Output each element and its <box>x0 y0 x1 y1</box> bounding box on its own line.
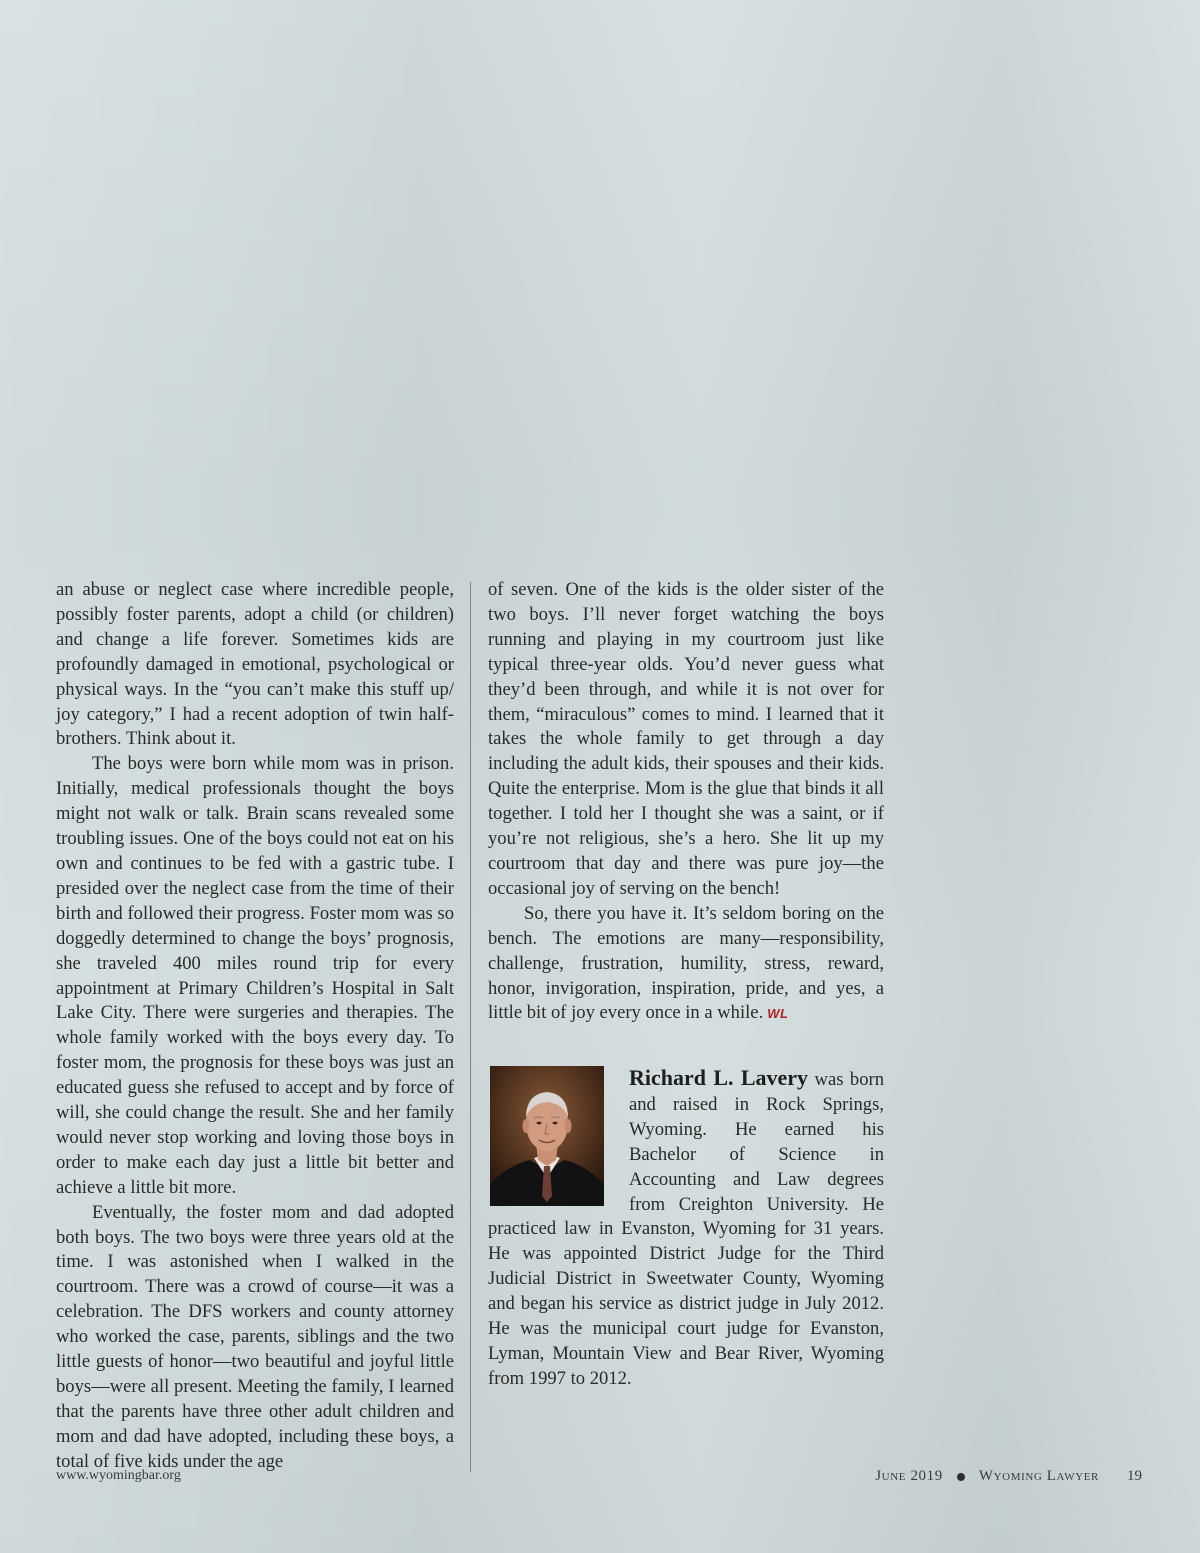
article-paragraph: an abuse or neglect case where incredible people, possibly foster parents, adopt a child (or children) and change a life forever. Sometimes kids are profoundly damaged in emotional, psychological or physical ways. In the “you can’t make this stuff up/ joy category,” I had a recent adoption of twin half-brothers. Think about it. <box>56 579 454 750</box>
footer-publication: Wyoming Lawyer <box>978 1468 1099 1484</box>
article-paragraph-text: So, there you have it. It’s seldom boring on the bench. The emotions are many—responsibility, challenge, frustration, humility, stress, reward, honor, invigoration, inspiration, pride, and yes, a little bit of joy every once in a while. <box>488 902 884 1024</box>
footer-issue-info <box>875 1468 1142 1485</box>
article-paragraph: of seven. One of the kids is the older sister of the two boys. I’ll never forget watching the boys running and playing in my courtroom just like typical three-year olds. You’d never guess what they’d been through, and while it is not over for them, “miraculous” comes to mind. I learned that it takes the whole family to get through a day including the adult kids, their spouses and their kids. Quite the enterprise. Mom is the glue that binds it all together. I told her I thought she was a saint, or if you’re not religious, she’s a hero. She lit up my courtroom that day and there was pure joy—the occasional joy of serving on the bench! <box>488 579 884 899</box>
article-column-left <box>56 578 454 1475</box>
column-divider <box>470 582 471 1472</box>
author-photo <box>490 1066 604 1206</box>
end-mark: WL <box>767 1006 789 1022</box>
author-portrait-image <box>490 1066 604 1206</box>
page-number: 19 <box>1127 1468 1142 1484</box>
article-paragraph-final <box>488 902 884 1028</box>
article-paragraph: The boys were born while mom was in prison. Initially, medical professionals thought the boys might not walk or talk. Brain scans revealed some troubling issues. One of the boys could not eat on his own and continues to be fed with a gastric tube. I presided over the neglect case from the time of their birth and followed their progress. Foster mom was so doggedly determined to change the boys’ prognosis, she traveled 400 miles round trip for every appointment at Primary Children’s Hospital in Salt Lake City. There were surgeries and therapies. The whole family worked with the boys every day. To foster mom, the prognosis for these boys was just an educated guess she refused to accept and by force of will, she could change the result. She and her family would never stop working and loving those boys in order to make each day just a little bit better and achieve a little bit more. <box>56 753 454 1198</box>
footer-date: June 2019 <box>875 1468 943 1484</box>
footer-website: www.wyomingbar.org <box>56 1468 181 1483</box>
bullet-icon <box>957 1473 965 1481</box>
article-paragraph: Eventually, the foster mom and dad adopted both boys. The two boys were three years old at the time. I was astonished when I walked in the courtroom. There was a crowd of course—it was a celebration. The DFS workers and county attorney who worked the case, parents, siblings and the two little guests of honor—two beautiful and joyful little boys—were all present. Meeting the family, I learned that the parents have three other adult children and mom and dad have adopted, including these boys, a total of five kids under the age <box>56 1201 454 1472</box>
article-column-right <box>488 578 884 1027</box>
author-bio-body: was born and raised in Rock Springs, Wyoming. He earned his Bachelor of Science in Accounting and Law degrees from Creighton University. He practiced law in Evanston, Wyoming for 31 years. He was appointed District Judge for the Third Judicial District in Sweetwater County, Wyoming and began his service as district judge in July 2012. He was the municipal court judge for Evanston, Lyman, Mountain View and Bear River, Wyoming from 1997 to 2012. <box>488 1069 884 1389</box>
author-bio <box>488 1066 884 1392</box>
author-name: Richard L. Lavery <box>629 1065 809 1090</box>
